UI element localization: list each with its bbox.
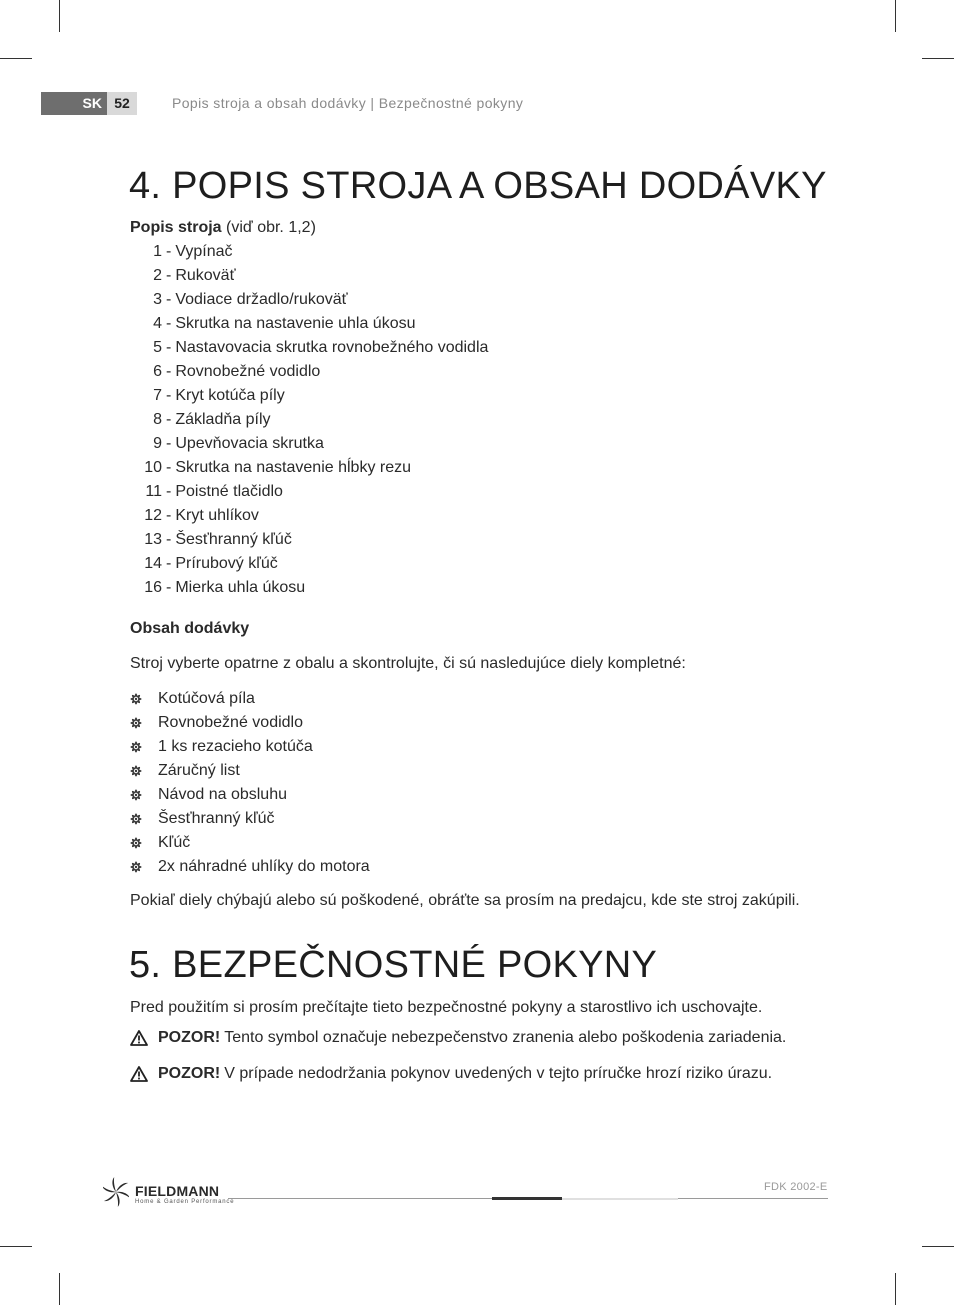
contents-item	[130, 759, 370, 783]
part-item	[130, 456, 488, 480]
flower-bullet-icon	[130, 855, 158, 879]
part-label: Nastavovacia skrutka rovnobežného vodidla	[175, 339, 489, 356]
part-label: Vodiace držadlo/rukoväť	[175, 291, 348, 308]
warning-note: POZOR! Tento symbol označuje nebezpečenstvo zranenia alebo poškodenia zariadenia.	[130, 1029, 786, 1047]
crop-mark	[0, 58, 32, 59]
crop-mark	[59, 0, 60, 32]
part-label: Základňa píly	[175, 411, 271, 428]
crop-mark	[895, 0, 896, 32]
parts-list	[130, 240, 488, 600]
footer-rule-accent	[492, 1197, 562, 1200]
part-label: Skrutka na nastavenie hĺbky rezu	[175, 459, 412, 476]
contents-item	[130, 735, 370, 759]
contents-item-label: Rovnobežné vodidlo	[158, 714, 303, 731]
contents-title: Obsah dodávky	[130, 620, 250, 637]
crop-mark	[0, 1246, 32, 1247]
brand-logo	[103, 1177, 234, 1212]
parts-title: Popis stroja (viď obr. 1,2)	[130, 219, 316, 236]
contents-item	[130, 687, 370, 711]
contents-item	[130, 783, 370, 807]
part-number: 8	[153, 411, 162, 428]
part-separator: -	[166, 507, 172, 524]
contents-item-label: Šesťhranný kľúč	[158, 810, 275, 827]
part-number: 5	[153, 339, 162, 356]
contents-item-label: 2x náhradné uhlíky do motora	[158, 858, 370, 875]
flower-bullet-icon	[130, 831, 158, 855]
part-separator: -	[166, 411, 172, 428]
part-separator: -	[166, 243, 172, 260]
flower-bullet-icon	[130, 783, 158, 807]
part-item	[130, 552, 488, 576]
part-number: 10	[144, 459, 162, 476]
part-number: 14	[144, 555, 162, 572]
contents-note: Pokiaľ diely chýbajú alebo sú poškodené, obráťte sa prosím na predajcu, kde ste stroj zakúpili.	[130, 892, 800, 909]
crop-mark	[922, 1246, 954, 1247]
warning-note: POZOR! V prípade nedodržania pokynov uvedených v tejto príručke hrozí riziko úrazu.	[130, 1065, 772, 1083]
part-label: Prírubový kľúč	[175, 555, 278, 572]
part-separator: -	[166, 315, 172, 332]
contents-list	[130, 687, 370, 879]
flower-bullet-icon	[130, 735, 158, 759]
part-separator: -	[166, 387, 172, 404]
contents-item-label: Kotúčová píla	[158, 690, 255, 707]
flower-bullet-icon	[130, 711, 158, 735]
part-item	[130, 288, 488, 312]
safety-intro: Pred použitím si prosím prečítajte tieto bezpečnostné pokyny a starostlivo ich uschovajte.	[130, 999, 763, 1016]
part-number: 3	[153, 291, 162, 308]
warning-triangle-icon	[130, 1066, 158, 1082]
flower-bullet-icon	[130, 687, 158, 711]
fieldmann-swirl-logo-icon	[103, 1177, 129, 1212]
page-number: 52	[107, 92, 137, 115]
part-number: 13	[144, 531, 162, 548]
contents-item-label: 1 ks rezacieho kotúča	[158, 738, 313, 755]
language-tab: SK	[41, 92, 107, 115]
section-4-heading: 4. POPIS STROJA A OBSAH DODÁVKY	[129, 165, 827, 207]
part-label: Kryt kotúča píly	[175, 387, 285, 404]
contents-intro: Stroj vyberte opatrne z obalu a skontrolujte, či sú nasledujúce diely kompletné:	[130, 655, 686, 672]
part-item	[130, 480, 488, 504]
part-label: Rovnobežné vodidlo	[175, 363, 321, 380]
part-item	[130, 528, 488, 552]
crop-mark	[59, 1273, 60, 1305]
running-header-title: Popis stroja a obsah dodávky | Bezpečnostné pokyny	[172, 95, 524, 111]
part-number: 12	[144, 507, 162, 524]
part-item	[130, 240, 488, 264]
contents-item	[130, 855, 370, 879]
part-item	[130, 360, 488, 384]
part-item	[130, 504, 488, 528]
flower-bullet-icon	[130, 759, 158, 783]
part-number: 9	[153, 435, 162, 452]
part-separator: -	[166, 459, 172, 476]
part-number: 2	[153, 267, 162, 284]
part-label: Vypínač	[175, 243, 233, 260]
part-item	[130, 312, 488, 336]
part-label: Skrutka na nastavenie uhla úkosu	[175, 315, 416, 332]
part-label: Poistné tlačidlo	[175, 483, 283, 500]
part-separator: -	[166, 483, 172, 500]
part-number: 4	[153, 315, 162, 332]
warning-triangle-icon	[130, 1030, 158, 1046]
section-5-heading: 5. BEZPEČNOSTNÉ POKYNY	[129, 944, 658, 986]
part-separator: -	[166, 579, 172, 596]
part-separator: -	[166, 291, 172, 308]
contents-item	[130, 711, 370, 735]
brand-tagline: Home & Garden Performance	[135, 1198, 235, 1205]
part-separator: -	[166, 435, 172, 452]
part-item	[130, 576, 488, 600]
part-number: 16	[144, 579, 162, 596]
part-separator: -	[166, 267, 172, 284]
part-separator: -	[166, 363, 172, 380]
part-item	[130, 336, 488, 360]
footer-rule-light	[562, 1198, 678, 1200]
contents-item-label: Záručný list	[158, 762, 240, 779]
part-item	[130, 264, 488, 288]
brand-name: FIELDMANN	[135, 1182, 220, 1199]
model-number: FDK 2002-E	[764, 1181, 828, 1193]
flower-bullet-icon	[130, 807, 158, 831]
part-number: 1	[153, 243, 162, 260]
part-separator: -	[166, 555, 172, 572]
part-label: Rukoväť	[175, 267, 236, 284]
part-number: 11	[145, 483, 162, 500]
crop-mark	[895, 1273, 896, 1305]
part-number: 7	[153, 387, 162, 404]
part-label: Kryt uhlíkov	[175, 507, 259, 524]
part-label: Mierka uhla úkosu	[175, 579, 306, 596]
part-item	[130, 408, 488, 432]
part-separator: -	[166, 531, 172, 548]
part-separator: -	[166, 339, 172, 356]
part-label: Šesťhranný kľúč	[175, 531, 292, 548]
part-item	[130, 432, 488, 456]
part-label: Upevňovacia skrutka	[175, 435, 324, 452]
part-item	[130, 384, 488, 408]
contents-item-label: Kľúč	[158, 834, 191, 851]
contents-item	[130, 831, 370, 855]
crop-mark	[922, 58, 954, 59]
contents-item	[130, 807, 370, 831]
part-number: 6	[153, 363, 162, 380]
contents-item-label: Návod na obsluhu	[158, 786, 287, 803]
